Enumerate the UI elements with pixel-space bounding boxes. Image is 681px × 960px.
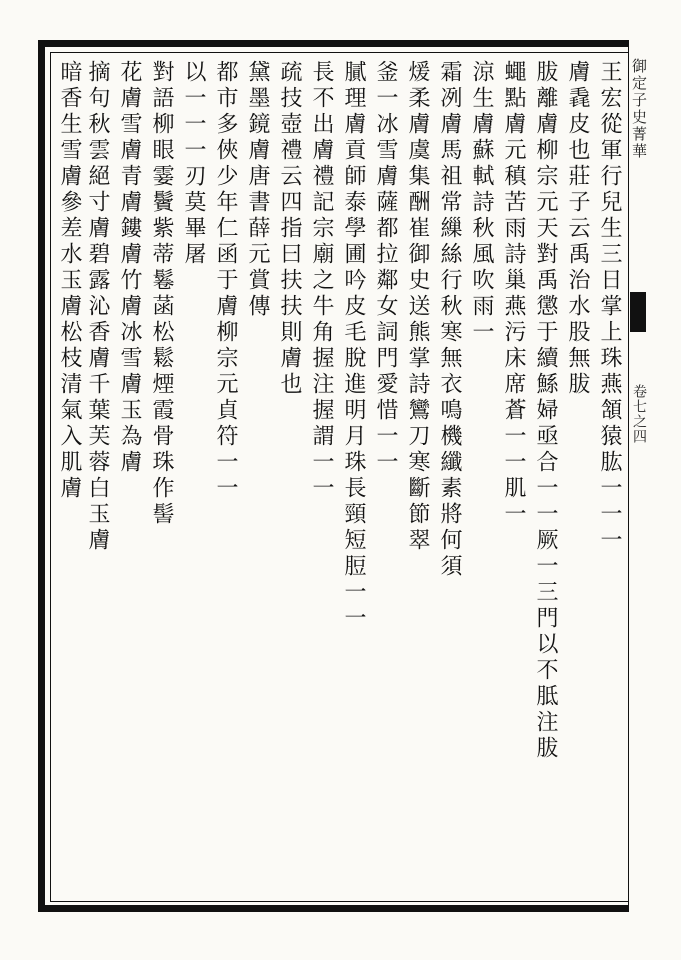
text-column-12: 黛墨鏡膚唐書薛元賞傳 [245,60,270,320]
text-column-14: 以一一一刃莫畢屠 [181,60,206,268]
center-gutter [628,40,648,912]
text-column-5: 涼生膚蘇軾詩秋風吹雨一 [469,60,494,346]
text-column-1: 王宏從軍行兒生三日掌上珠燕頷猿肱一一一 [597,60,622,554]
text-column-2: 膚毳皮也莊子云禹治水股無胈 [565,60,590,398]
text-column-6: 霜冽膚馬祖常繅絲行秋寒無衣鳴機纖素將何須 [437,60,462,580]
text-column-13: 都市多俠少年仁函于膚柳宗元貞符一一 [213,60,238,502]
text-column-16: 花膚雪膚青膚鏤膚竹膚冰雪膚玉為膚 [117,60,142,476]
gutter-volume: 卷七之四 [631,384,647,444]
fish-tail-mark [630,292,646,332]
text-column-10: 長不出膚禮記宗廟之牛角握注握謂一一 [309,60,334,502]
text-column-7: 煖柔膚虞集酬崔御史送熊掌詩鸞刀寒斷節翠 [405,60,430,554]
gutter-title: 御定子史菁華 [630,58,648,160]
text-column-17: 摘句秋雲絕寸膚碧露沁香膚千葉芙蓉白玉膚 [85,60,110,554]
text-column-8: 釜一冰雪膚薩都拉鄰女詞門愛惜一一 [373,60,398,476]
text-column-3: 胈離膚柳宗元天對禹懲于續鯀婦亟合一一厥一三門以不胝注胈 [533,60,558,762]
text-column-15: 對語柳眼霎鬢紫蒂鬈菡松鬆煙霞骨珠作髻 [149,60,174,528]
text-column-9: 膩理膚貢師泰學圃吟皮毛脫進明月珠長頸短脰一一 [341,60,366,632]
text-column-4: 蠅點膚元稹苦雨詩巢燕污床席蒼一一肌一 [501,60,526,528]
text-column-11: 疏技壺禮云四指曰扶扶則膚也 [277,60,302,398]
text-column-18: 暗香生雪膚參差水玉膚松枝清氣入肌膚 [57,60,82,502]
